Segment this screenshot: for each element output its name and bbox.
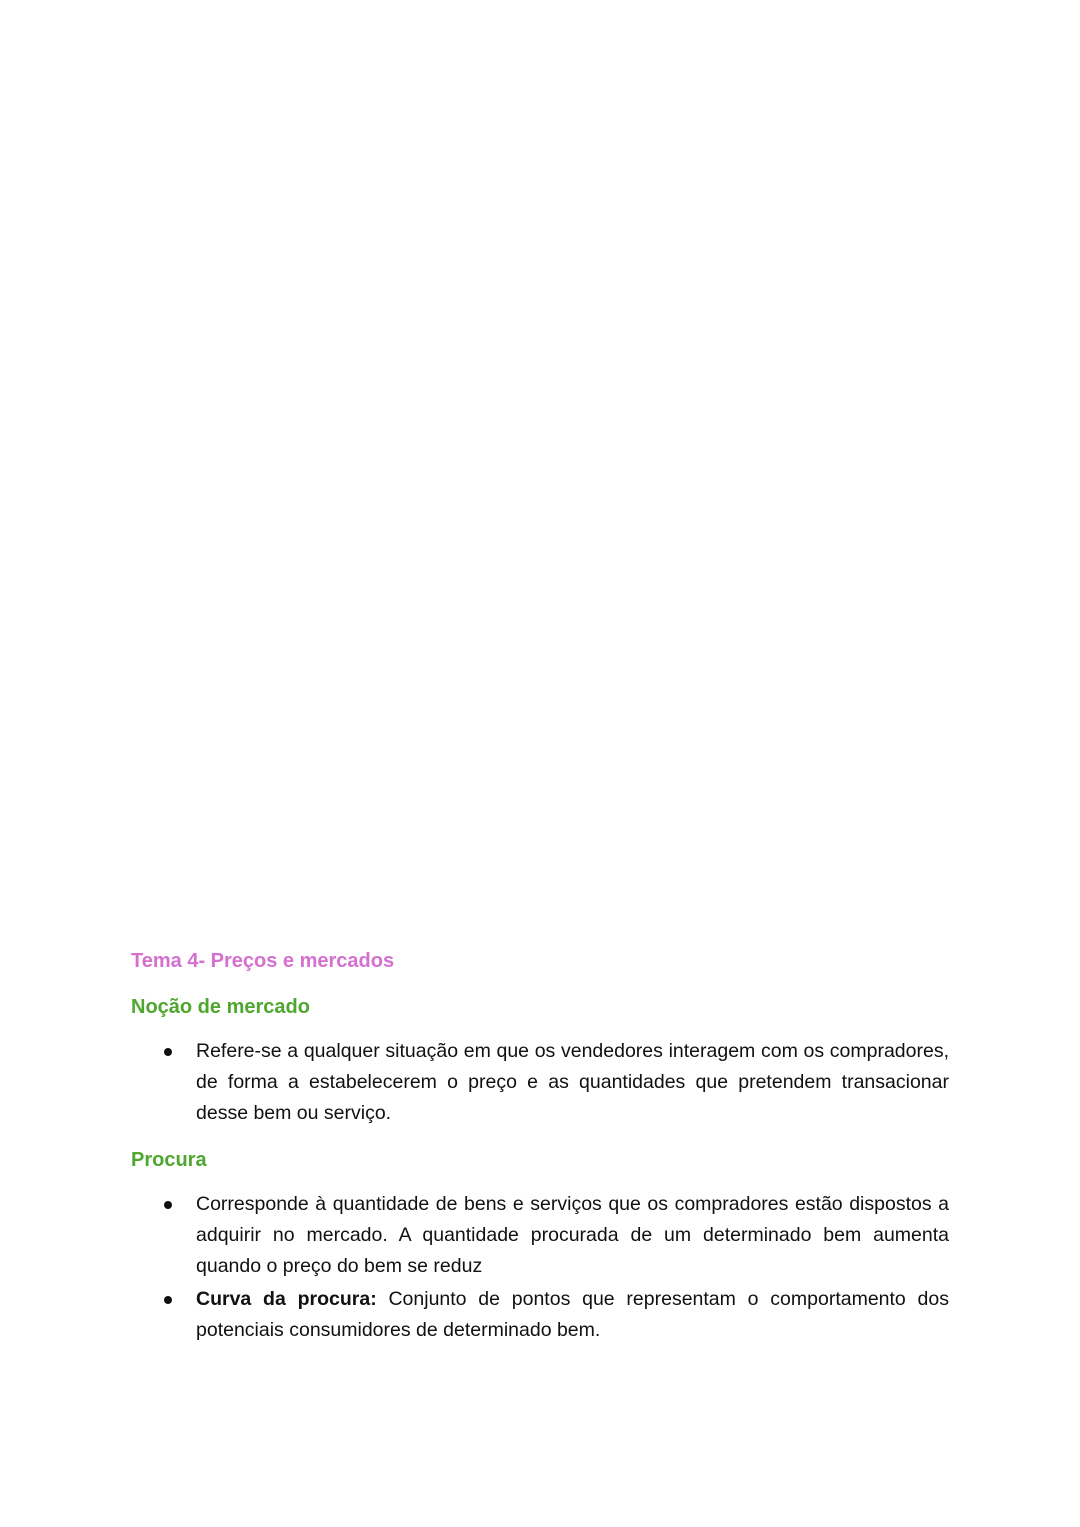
bullet-list-procura xyxy=(131,1189,949,1346)
bullet-icon xyxy=(164,1048,172,1056)
bullet-list-nocao-de-mercado xyxy=(131,1036,949,1129)
bullet-text: Corresponde à quantidade de bens e serviços que os compradores estão dispostos a adquirir no mercado. A quantidade procurada de um determinado bem aumenta quando o preço do bem se reduz xyxy=(196,1193,949,1277)
section-heading-procura: Procura xyxy=(131,1149,207,1171)
topic-title: Tema 4- Preços e mercados xyxy=(131,950,395,972)
list-item xyxy=(196,1189,949,1282)
bullet-icon xyxy=(164,1296,172,1304)
section-heading-nocao-de-mercado: Noção de mercado xyxy=(131,996,310,1018)
bullet-text: Refere-se a qualquer situação em que os vendedores interagem com os compradores, de forma a estabelecerem o preço e as quantidades que pretendem transacionar desse bem ou serviço. xyxy=(196,1040,949,1124)
list-item xyxy=(196,1036,949,1129)
bullet-icon xyxy=(164,1201,172,1209)
bullet-term: Curva da procura: xyxy=(196,1288,377,1310)
bullet-text: Conjunto de pontos que representam o comportamento dos potenciais consumidores de determinado bem. xyxy=(196,1288,949,1341)
page-content xyxy=(131,948,949,1364)
list-item xyxy=(196,1284,949,1346)
